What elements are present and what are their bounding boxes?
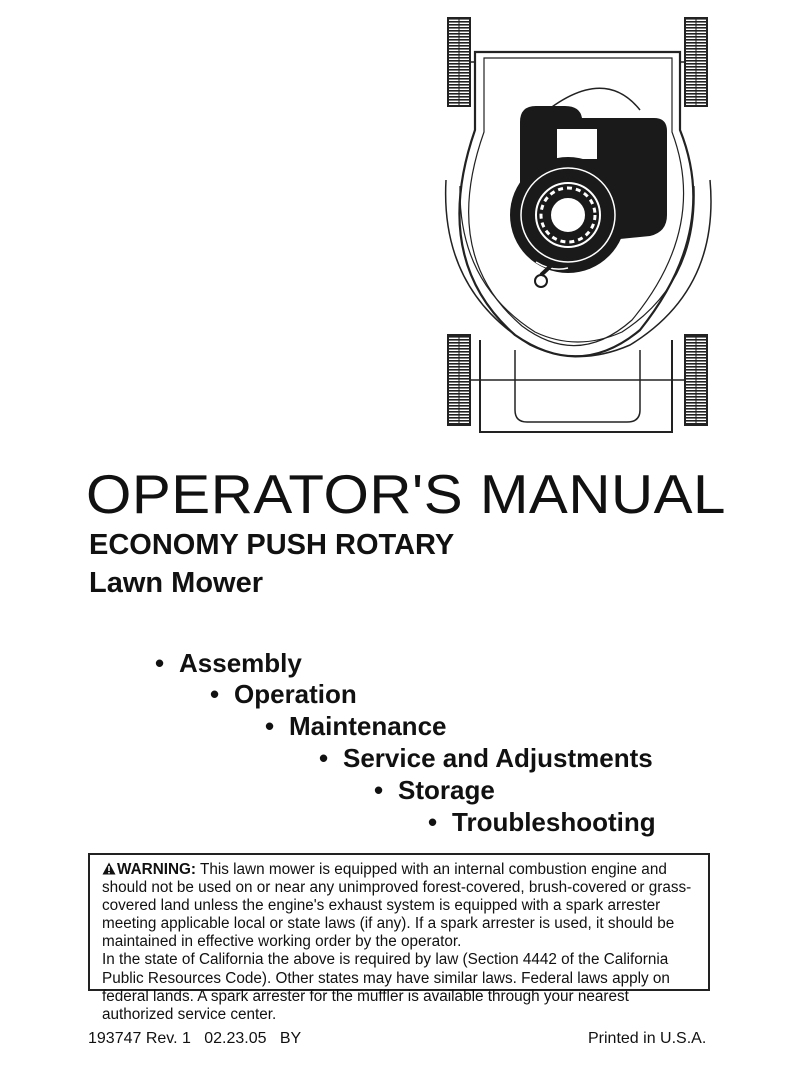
lawn-mower-illustration — [400, 0, 740, 450]
bullet-icon: • — [374, 775, 384, 805]
part-number: 193747 Rev. 1 02.23.05 BY — [88, 1030, 302, 1047]
topic-label: Storage — [398, 775, 495, 805]
product-name: Lawn Mower — [89, 567, 264, 599]
bullet-icon: • — [210, 679, 220, 709]
printed-location: Printed in U.S.A. — [588, 1030, 707, 1047]
bullet-icon: • — [428, 807, 438, 837]
topic-item — [319, 743, 653, 774]
bullet-icon: • — [155, 648, 165, 678]
topic-label: Troubleshooting — [452, 807, 656, 837]
bullet-icon: • — [319, 743, 329, 773]
topic-item — [374, 775, 495, 806]
warning-paragraph — [102, 861, 698, 951]
topic-label: Operation — [234, 679, 357, 709]
bullet-icon: • — [265, 711, 275, 741]
topic-item — [265, 711, 447, 742]
warning-triangle-icon — [102, 862, 116, 875]
topic-label: Maintenance — [289, 711, 447, 741]
warning-text: This lawn mower is equipped with an internal combustion engine and should not be used on or near any unimproved forest-covered, brush-covered or grass-covered land unless the engine's exhaust system is equipped with a spark arrester meeting applicable local or state laws (if any). If a spark arrester is used, it should be maintained in effective working order by the operator. — [102, 861, 692, 951]
california-notice: In the state of California the above is required by law (Section 4442 of the California Public Resources Code). Other states may have similar laws. Federal laws apply on federal lands. A spark arrester for the muffler is available through your nearest authorized service center. — [102, 951, 670, 1023]
topic-label: Service and Adjustments — [343, 743, 653, 773]
wheel-rear-right — [685, 335, 707, 425]
topic-item — [210, 679, 357, 710]
warning-box — [88, 853, 710, 1023]
topic-item — [428, 807, 656, 838]
topic-label: Assembly — [179, 648, 302, 678]
wheel-front-left — [448, 18, 470, 106]
manual-title: OPERATOR'S MANUAL — [86, 463, 726, 525]
wheel-rear-left — [448, 335, 470, 425]
warning-label: WARNING: — [117, 861, 197, 878]
topic-item — [155, 648, 302, 679]
wheel-front-right — [685, 18, 707, 106]
product-category: ECONOMY PUSH ROTARY — [89, 529, 455, 561]
